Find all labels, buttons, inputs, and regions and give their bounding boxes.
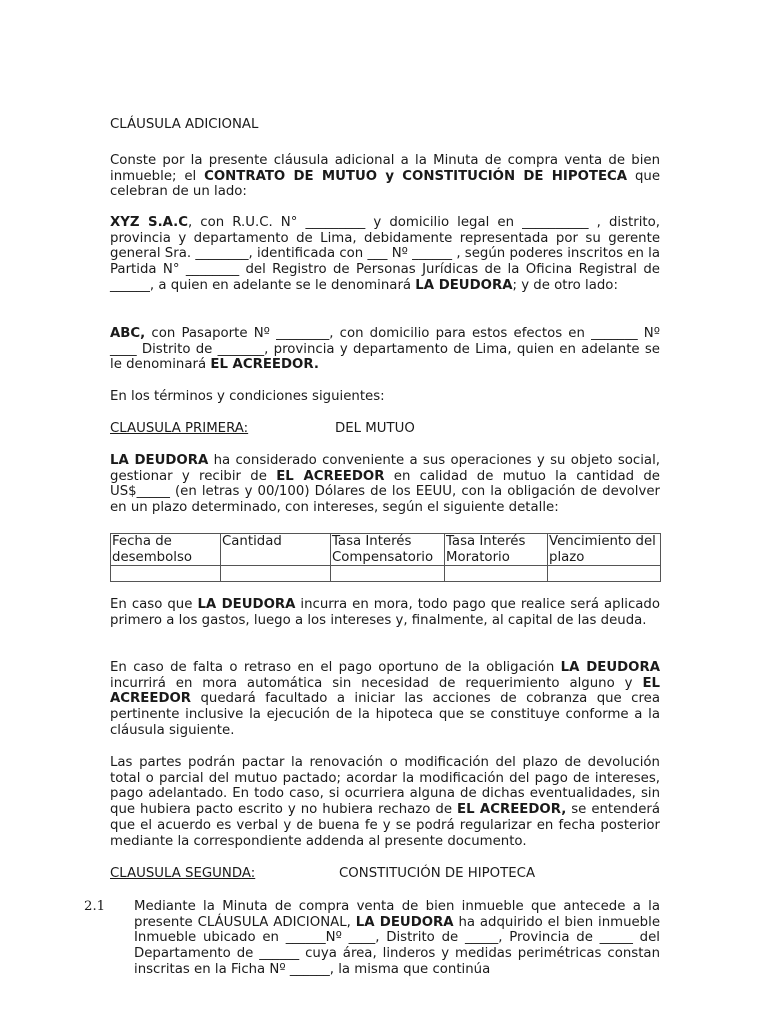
party-deudora-paragraph: XYZ S.A.C, con R.U.C. N° _________ y domicilio legal en __________ , distrito, provincia y departamento de Lima, debidamente representada por su gerente general Sra. ________, identificada con ___ Nº ______ , según poderes inscritos en la Partida N° ________ del Registro de Personas Jurídicas de la Oficina Registral de ______, a quien en adelante se le denominará LA DEUDORA; y de otro lado: [110, 215, 660, 293]
party2-alias: EL ACREEDOR. [210, 357, 319, 373]
clause2-name: CONSTITUCIÓN DE HIPOTECA [339, 866, 536, 881]
intro-paragraph: Conste por la presente cláusula adicional a la Minuta de compra venta de bien inmueble; el CONTRATO DE MUTUO y CONSTITUCIÓN DE HIPOTECA que celebran de un lado: [110, 153, 660, 200]
table-row [111, 566, 661, 582]
clause2-heading [110, 866, 660, 882]
clause1-paragraph-1: LA DEUDORA ha considerado conveniente a sus operaciones y su objeto social, gestionar y recibir de EL ACREEDOR en calidad de mutuo la cantidad de US$_____ (en letras y 00/100) Dólares de los EEUU, con la obligación de devolver en un plazo determinado, con intereses, según el siguiente detalle: [110, 453, 660, 516]
clause2-label: CLAUSULA SEGUNDA: [110, 866, 256, 881]
table-header-row [111, 534, 661, 566]
party-acreedor-paragraph: ABC, con Pasaporte Nº ________, con domicilio para estos efectos en _______ Nº ____ Distrito de _______, provincia y departamento de Lima, quien en adelante se le denominará EL ACREEDOR. [110, 326, 660, 373]
table-cell [221, 566, 331, 582]
clause1-heading [110, 421, 660, 437]
clause1-paragraph-2: En caso que LA DEUDORA incurra en mora, todo pago que realice será aplicado primero a los gastos, luego a los intereses y, finalmente, al capital de las deuda. [110, 597, 660, 628]
item-number: 2.1 [84, 899, 106, 914]
table-cell [445, 566, 548, 582]
table-header-cell: Cantidad [221, 534, 331, 566]
clause1-label: CLAUSULA PRIMERA: [110, 421, 249, 436]
table-header-cell: Fecha de desembolso [111, 534, 221, 566]
terms-intro: En los términos y condiciones siguientes: [110, 389, 385, 404]
clause1-paragraph-3: En caso de falta o retraso en el pago oportuno de la obligación LA DEUDORA incurrirá en mora automática sin necesidad de requerimiento alguno y EL ACREEDOR quedará facultado a iniciar las acciones de cobranza que crea pertinente inclusive la ejecución de la hipoteca que se constituye conforme a la cláusula siguiente. [110, 660, 660, 738]
clause1-paragraph-4: Las partes podrán pactar la renovación o modificación del plazo de devolución total o parcial del mutuo pactado; acordar la modificación del pago de intereses, pago adelantado. En todo caso, si ocurriera alguna de dichas eventualidades, sin que hubiera pacto escrito y no hubiera rechazo de EL ACREEDOR, se entenderá que el acuerdo es verbal y de buena fe y se podrá regularizar en fecha posterior mediante la correspondiente addenda al presente documento. [110, 755, 660, 849]
party1-name: XYZ S.A.C [110, 215, 188, 230]
table-header-cell: Tasa Interés Moratorio [445, 534, 548, 566]
table-cell [548, 566, 661, 582]
document-title: CLÁUSULA ADICIONAL [110, 117, 259, 132]
table-header-cell: Vencimiento del plazo [548, 534, 661, 566]
loan-detail-table [110, 533, 661, 582]
clause1-name: DEL MUTUO [335, 421, 415, 436]
contract-name: CONTRATO DE MUTUO y CONSTITUCIÓN DE HIPOTECA [204, 168, 628, 184]
table-cell [111, 566, 221, 582]
clause2-item-text: Mediante la Minuta de compra venta de bien inmueble que antecede a la presente CLÁUSULA ADICIONAL, LA DEUDORA ha adquirido el bien inmueble Inmueble ubicado en ______Nº ____, Distrito de _____, Provincia de _____ del Departamento de ______ cuya área, linderos y medidas perimétricas constan inscritas en la Ficha Nº ______, la misma que continúa [134, 899, 660, 977]
table-cell [331, 566, 445, 582]
party2-name: ABC, [110, 326, 146, 341]
table-header-cell: Tasa Interés Compensatorio [331, 534, 445, 566]
party1-alias: LA DEUDORA [415, 277, 513, 293]
